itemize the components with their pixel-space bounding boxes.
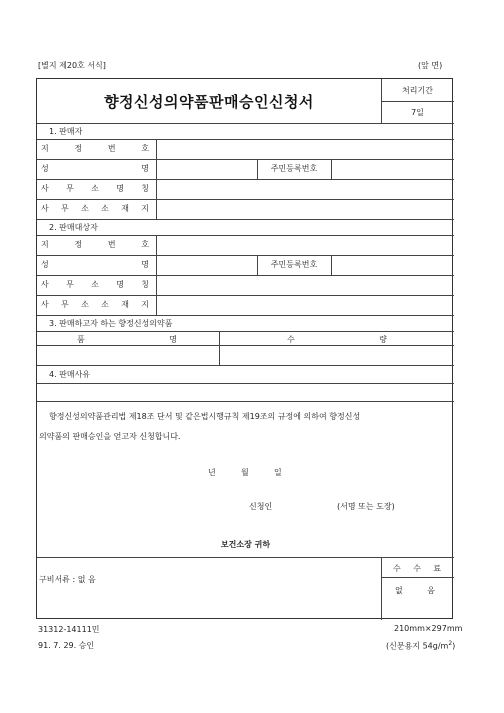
date-day-label: 일: [274, 468, 282, 477]
paper-spec-suffix: ): [452, 641, 456, 651]
section2-heading: 2. 판매대상자: [49, 223, 98, 232]
s3-product-header: 품 명: [77, 335, 177, 344]
form-code: 31312-14111민: [38, 625, 100, 634]
processing-label: 처리기간: [402, 86, 433, 95]
paper-spec: [386, 640, 455, 652]
fee-label: 수 수 료: [393, 564, 441, 573]
s1-designation-label: 지 정 번 호: [41, 144, 149, 153]
s1-resident-label: 주민등록번호: [270, 164, 318, 173]
recipient: 보건소장 귀하: [220, 540, 271, 549]
s2-name-label: 성 명: [41, 260, 149, 269]
section4-heading: 4. 판매사유: [49, 370, 91, 379]
s2-designation-label: 지 정 번 호: [41, 240, 149, 249]
page-side: (앞 면): [418, 61, 443, 70]
s2-resident-label: 주민등록번호: [270, 260, 318, 269]
processing-value: 7일: [411, 108, 424, 117]
date-month-label: 월: [241, 468, 249, 477]
s1-office-name-label: 사 무 소 명 칭: [41, 184, 149, 193]
date-year-label: 년: [208, 468, 216, 477]
application-form: [36, 78, 453, 619]
s1-office-address-label: 사 무 소 소 재 지: [41, 204, 149, 213]
s2-office-name-label: 사 무 소 명 칭: [41, 280, 149, 289]
applicant-label: 신청인: [249, 502, 273, 511]
section3-heading: 3. 판매하고자 하는 향정신성의약품: [49, 319, 173, 328]
statement-line2: 의약품의 판매승인을 얻고자 신청합니다.: [39, 432, 181, 441]
signature-note: (서명 또는 도장): [337, 502, 395, 511]
approval-date: 91. 7. 29. 승인: [38, 641, 95, 650]
form-title: 향정신성의약품판매승인신청서: [104, 93, 314, 111]
s2-office-address-label: 사 무 소 소 재 지: [41, 300, 149, 309]
paper-spec-sup: 2: [448, 640, 453, 647]
paper-spec-prefix: (신문용지 54g/m: [386, 641, 449, 651]
fee-value: 없 음: [395, 586, 435, 595]
paper-size: 210mm×297mm: [394, 624, 463, 633]
s3-quantity-header: 수 량: [287, 335, 387, 344]
section1-heading: 1. 판매자: [49, 127, 83, 136]
statement-line1: 향정신성의약품관리법 제18조 단서 및 같은법시행규칙 제19조의 규정에 의하여 향정신성: [49, 412, 361, 421]
attachments: 구비서류 : 없 음: [39, 575, 96, 584]
s1-name-label: 성 명: [41, 164, 149, 173]
form-number: [별지 제20호 서식]: [38, 61, 106, 70]
